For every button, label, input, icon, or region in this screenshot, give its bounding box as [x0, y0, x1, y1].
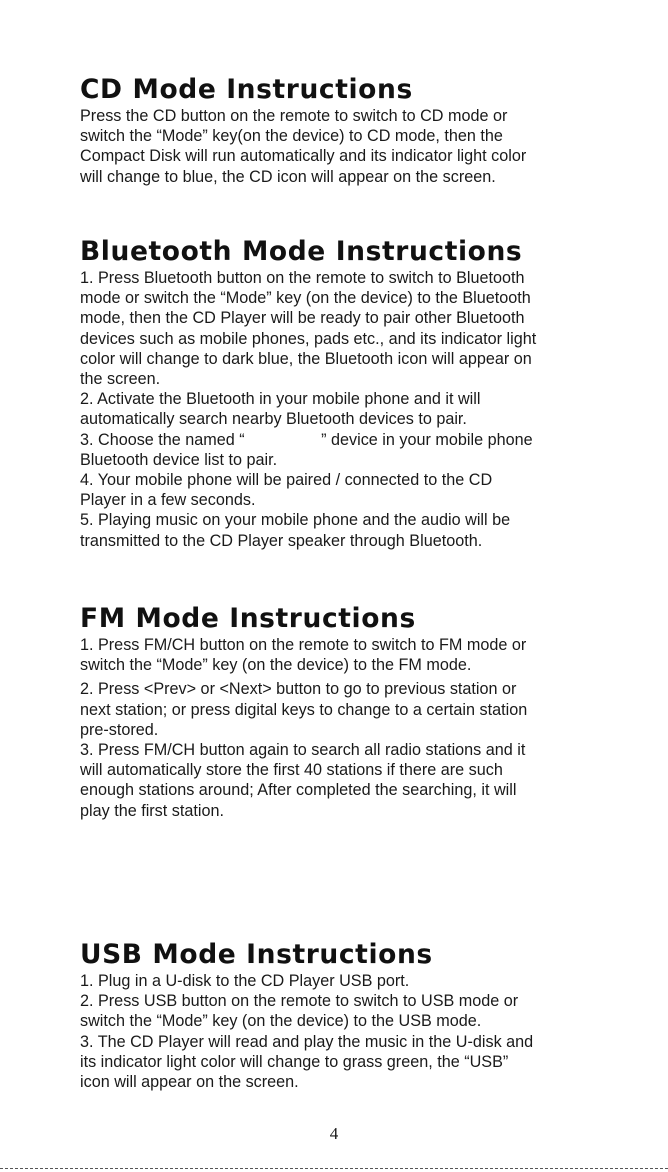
usb-mode-body [80, 971, 640, 1092]
cd-line: will change to blue, the CD icon will appear on the screen. [80, 167, 496, 186]
usb-line: switch the “Mode” key (on the device) to the USB mode. [80, 1012, 482, 1031]
bluetooth-line: 2. Activate the Bluetooth in your mobile phone and it will [80, 390, 481, 409]
fm-mode-body [80, 635, 640, 821]
bluetooth-line: 1. Press Bluetooth button on the remote to switch to Bluetooth [80, 269, 525, 287]
fm-line: 3. Press FM/CH button again to search all radio stations and it [80, 741, 526, 760]
cd-line: Compact Disk will run automatically and its indicator light color [80, 147, 527, 166]
bluetooth-line: 5. Playing music on your mobile phone and the audio will be [80, 511, 511, 530]
bluetooth-line: 3. Choose the named “ ” device in your mobile phone [80, 430, 533, 449]
bluetooth-line: devices such as mobile phones, pads etc., and its indicator light [80, 329, 537, 348]
cd-line: switch the “Mode” key(on the device) to CD mode, then the [80, 127, 503, 146]
usb-line: 1. Plug in a U-disk to the CD Player USB port. [80, 972, 410, 990]
bluetooth-line: color will change to dark blue, the Bluetooth icon will appear on [80, 349, 532, 368]
bluetooth-line: Player in a few seconds. [80, 491, 256, 510]
bluetooth-line: transmitted to the CD Player speaker through Bluetooth. [80, 531, 483, 550]
bluetooth-mode-section [80, 236, 640, 551]
fm-line: 1. Press FM/CH button on the remote to switch to FM mode or [80, 636, 527, 654]
usb-line: its indicator light color will change to grass green, the “USB” [80, 1052, 509, 1071]
usb-mode-section [80, 939, 640, 1092]
fm-line: pre-stored. [80, 720, 159, 739]
bluetooth-mode-body [80, 268, 640, 551]
bluetooth-line: the screen. [80, 370, 161, 389]
fm-line: next station; or press digital keys to change to a certain station [80, 700, 528, 719]
footer-divider [0, 1168, 668, 1169]
usb-line: 2. Press USB button on the remote to switch to USB mode or [80, 992, 519, 1011]
cd-line: Press the CD button on the remote to switch to CD mode or [80, 107, 508, 125]
fm-line: switch the “Mode” key (on the device) to the FM mode. [80, 656, 472, 675]
fm-mode-heading: FM Mode Instructions [80, 603, 416, 634]
usb-mode-heading: USB Mode Instructions [80, 939, 433, 970]
bluetooth-line: mode or switch the “Mode” key (on the device) to the Bluetooth [80, 289, 531, 308]
fm-line: 2. Press <Prev> or <Next> button to go to previous station or [80, 680, 517, 699]
usb-line: 3. The CD Player will read and play the music in the U-disk and [80, 1032, 534, 1051]
bluetooth-mode-heading: Bluetooth Mode Instructions [80, 236, 523, 267]
usb-line: icon will appear on the screen. [80, 1073, 299, 1092]
bluetooth-line: 4. Your mobile phone will be paired / connected to the CD [80, 471, 493, 490]
cd-mode-body [80, 106, 640, 187]
cd-mode-section [80, 74, 640, 187]
fm-line: enough stations around; After completed the searching, it will [80, 781, 517, 800]
bluetooth-line: automatically search nearby Bluetooth devices to pair. [80, 410, 467, 429]
page-number: 4 [329, 1124, 339, 1143]
fm-mode-section [80, 603, 640, 821]
fm-line: play the first station. [80, 801, 224, 820]
cd-mode-heading: CD Mode Instructions [80, 74, 413, 105]
bluetooth-line: mode, then the CD Player will be ready to pair other Bluetooth [80, 309, 525, 328]
bluetooth-line: Bluetooth device list to pair. [80, 450, 278, 469]
fm-line: will automatically store the first 40 stations if there are such [80, 761, 503, 780]
